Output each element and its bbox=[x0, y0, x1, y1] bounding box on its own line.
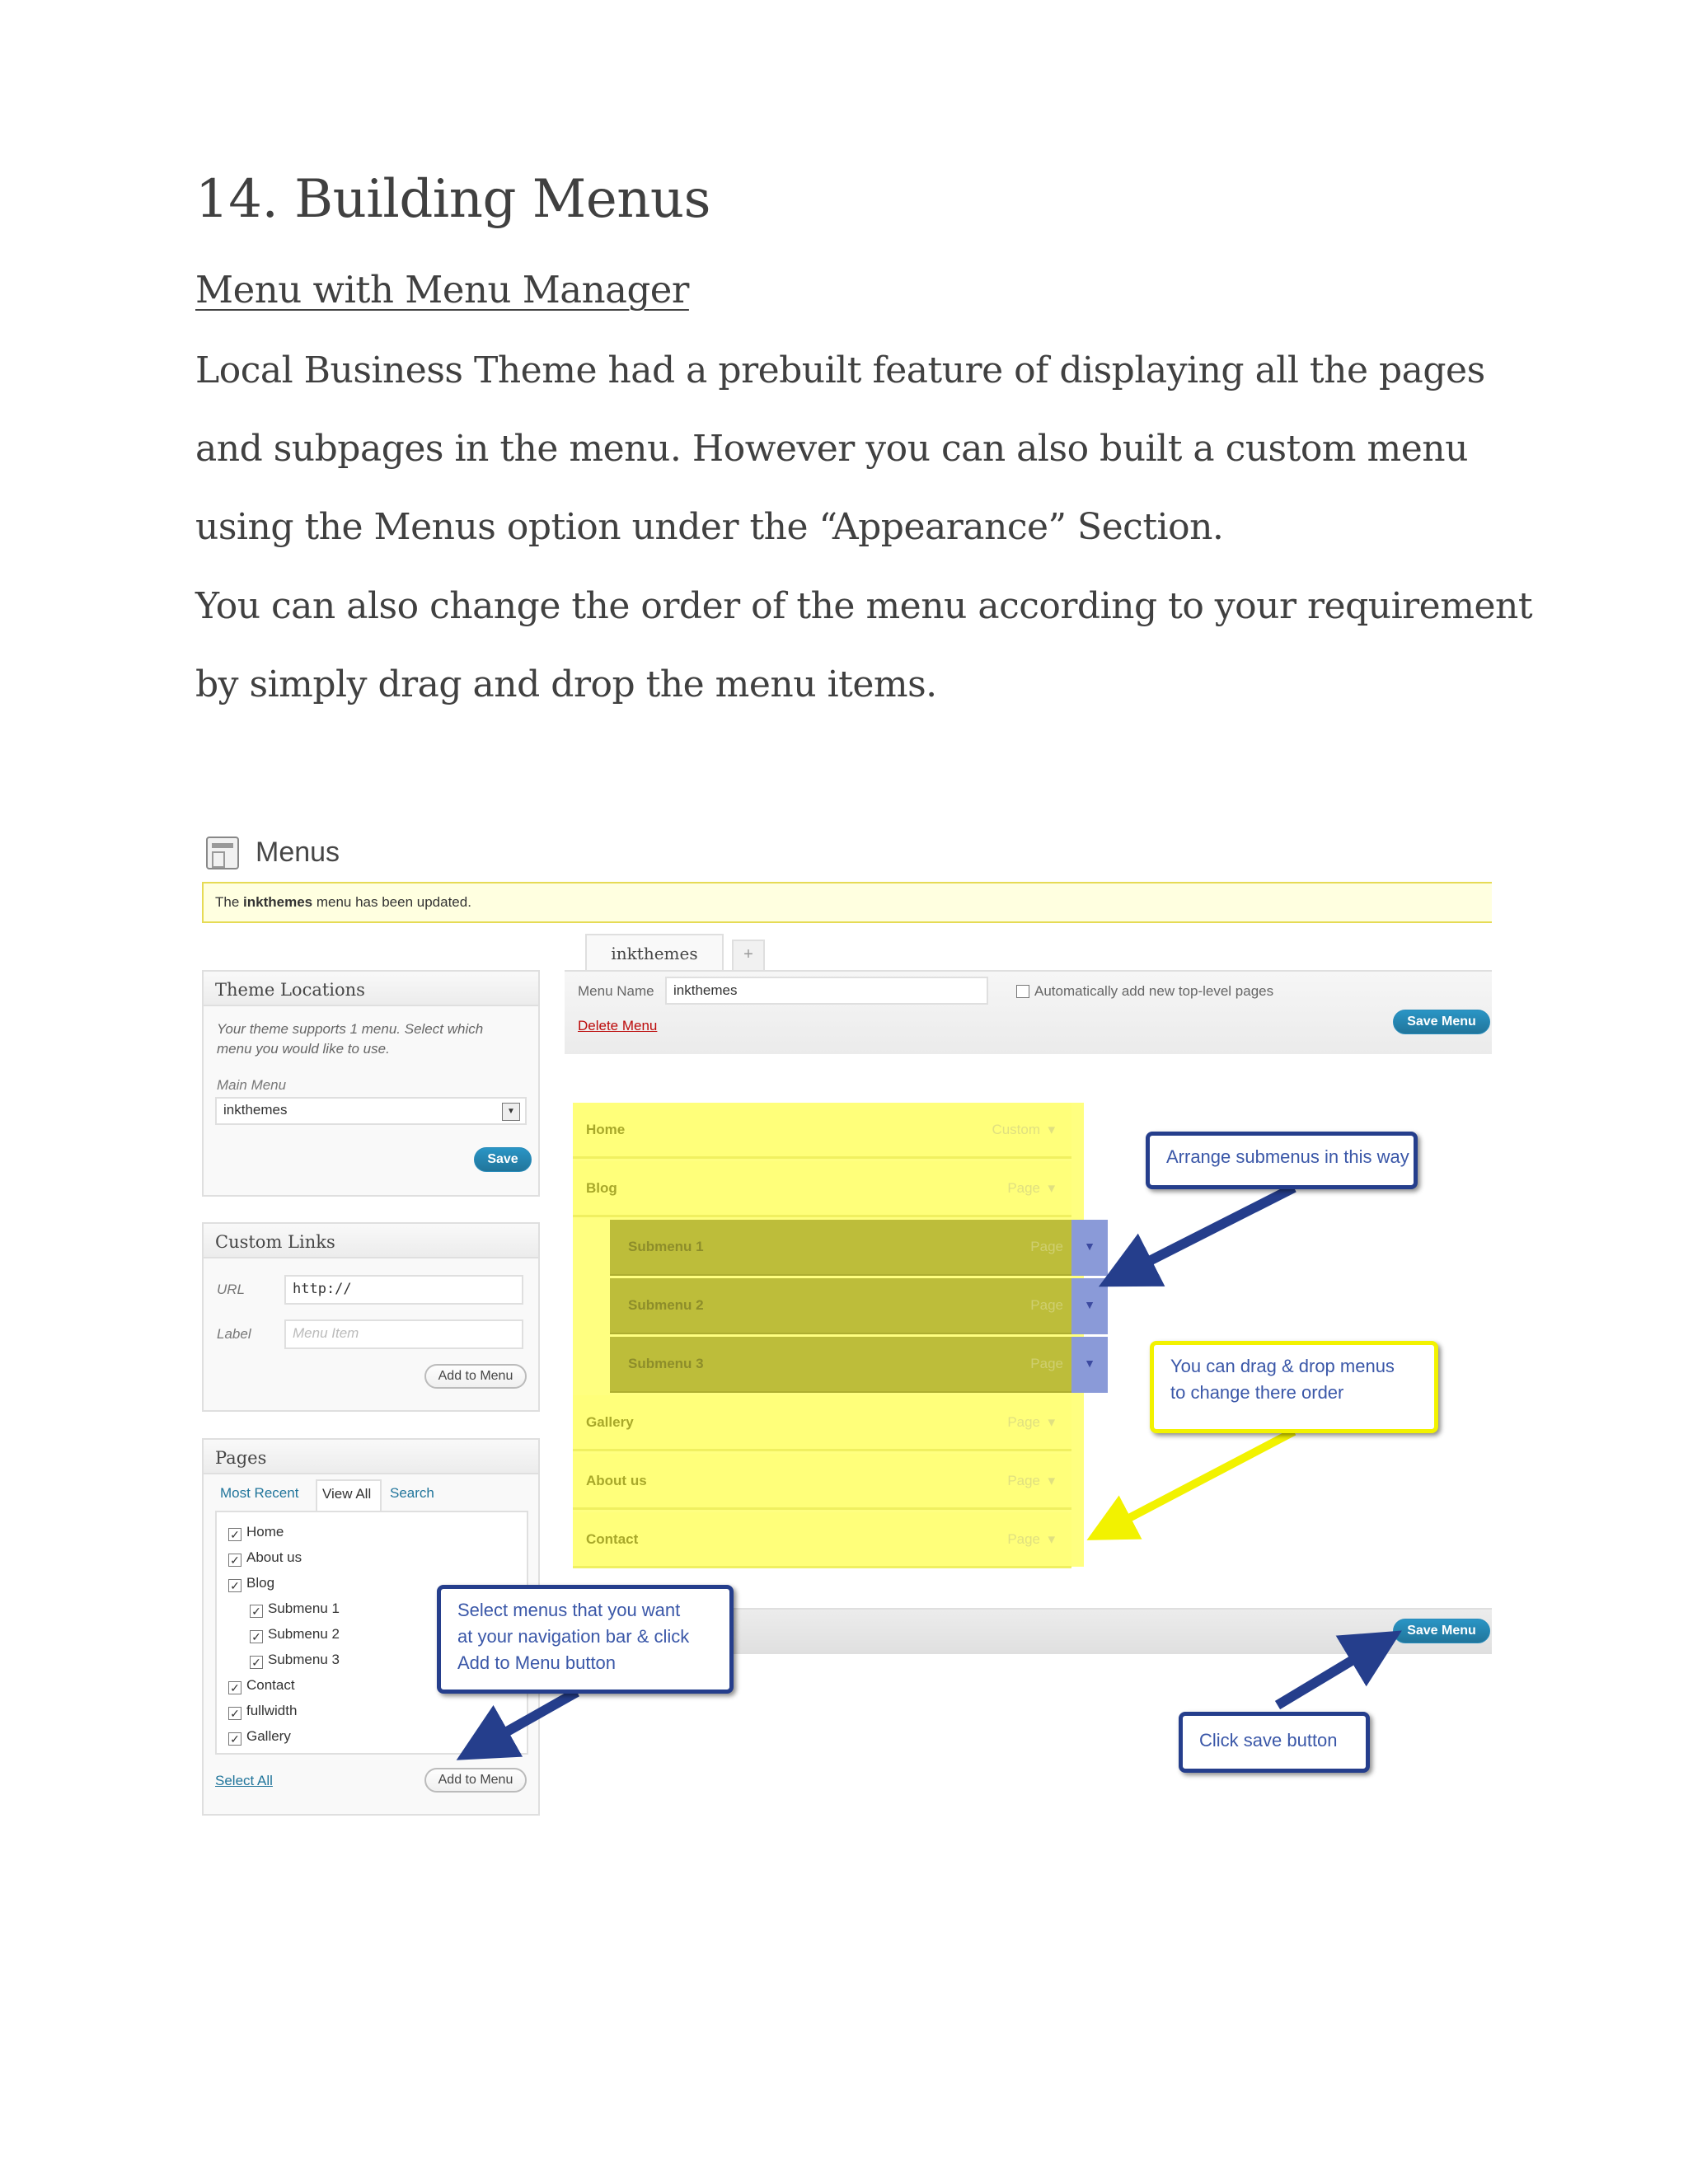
save-menu-button-top[interactable]: Save Menu bbox=[1393, 1010, 1490, 1034]
delete-menu-link[interactable]: Delete Menu bbox=[578, 1018, 658, 1033]
callout-select-line-1: Select menus that you want bbox=[457, 1600, 681, 1620]
notice-menu-name: inkthemes bbox=[243, 894, 313, 910]
url-input[interactable]: http:// bbox=[284, 1275, 523, 1305]
callout-select-line-3: Add to Menu button bbox=[457, 1652, 617, 1673]
checkbox-checked-icon[interactable]: ✓ bbox=[250, 1630, 263, 1643]
checkbox-checked-icon[interactable]: ✓ bbox=[228, 1554, 241, 1567]
add-pages-button[interactable]: Add to Menu bbox=[424, 1768, 527, 1793]
menu-item-type-text: Page bbox=[1007, 1473, 1041, 1488]
save-menu-button-bottom[interactable]: Save Menu bbox=[1393, 1619, 1490, 1643]
page-item-label: Blog bbox=[246, 1575, 275, 1591]
tab-most-recent[interactable]: Most Recent bbox=[220, 1485, 299, 1501]
menu-item-label: Submenu 2 bbox=[628, 1297, 704, 1313]
menu-item-type-text: Page bbox=[1030, 1356, 1063, 1371]
main-menu-label: Main Menu bbox=[217, 1077, 287, 1093]
notice-text-pre: The bbox=[215, 894, 244, 910]
callout-click-save: Click save button bbox=[1179, 1712, 1370, 1773]
menu-item-type-text: Page bbox=[1030, 1239, 1063, 1254]
arrow-to-add-menu bbox=[482, 1692, 577, 1746]
chevron-down-icon[interactable]: ▼ bbox=[1071, 1337, 1108, 1393]
label-label: Label bbox=[217, 1326, 251, 1342]
chevron-down-icon[interactable]: ▼ bbox=[1071, 1220, 1108, 1276]
page-item-label: Home bbox=[246, 1524, 284, 1540]
annotation-arrows bbox=[198, 820, 1492, 1825]
page-item-label: Contact bbox=[246, 1677, 295, 1693]
page-item-label: Gallery bbox=[246, 1728, 291, 1744]
chevron-down-icon[interactable]: ▼ bbox=[502, 1103, 520, 1121]
save-location-button[interactable]: Save bbox=[474, 1147, 532, 1172]
page-item-label: Submenu 2 bbox=[268, 1626, 340, 1642]
menu-item-type: Page ▾ bbox=[1007, 1180, 1055, 1196]
checkbox-checked-icon[interactable]: ✓ bbox=[250, 1656, 263, 1669]
menu-item-label: About us bbox=[586, 1473, 647, 1488]
menu-item-type-text: Page bbox=[1030, 1297, 1063, 1313]
order-paragraph: You can also change the order of the menu according to your requirement by simply drag and drop the menu items. bbox=[195, 585, 1532, 705]
arrow-to-menu-order bbox=[1109, 1432, 1294, 1529]
checkbox-checked-icon[interactable]: ✓ bbox=[250, 1605, 263, 1618]
menu-item-type: Page ▾ bbox=[1007, 1473, 1055, 1488]
auto-add-label: Automatically add new top-level pages bbox=[1034, 983, 1274, 999]
callout-select-line-2: at your navigation bar & click bbox=[457, 1626, 690, 1647]
intro-paragraph: Local Business Theme had a prebuilt feature of displaying all the pages and subpages in the menu. However you can also built a custom menu using the Menus option under the “Appearance” Section. bbox=[195, 349, 1485, 548]
theme-support-note: Your theme supports 1 menu. Select which menu you would like to use. bbox=[217, 1021, 484, 1057]
menu-item-type-text: Page bbox=[1007, 1531, 1041, 1547]
checkbox-checked-icon[interactable]: ✓ bbox=[228, 1707, 241, 1720]
tab-view-all[interactable]: View All bbox=[316, 1479, 382, 1512]
arrow-to-save-menu bbox=[1278, 1646, 1376, 1705]
page-title: 14. Building Menus bbox=[195, 169, 710, 230]
checkbox-checked-icon[interactable]: ✓ bbox=[228, 1579, 241, 1592]
menu-item-type-text: Page bbox=[1007, 1180, 1041, 1196]
menu-item-label-input[interactable]: Menu Item bbox=[284, 1319, 523, 1349]
callout-drag-line-2: to change there order bbox=[1170, 1382, 1344, 1403]
checkbox-checked-icon[interactable]: ✓ bbox=[228, 1528, 241, 1541]
callout-drag-drop bbox=[1150, 1341, 1438, 1433]
callout-drag-line-1: You can drag & drop menus bbox=[1170, 1356, 1395, 1376]
menu-item-type: Custom ▾ bbox=[992, 1122, 1055, 1137]
add-custom-link-button[interactable]: Add to Menu bbox=[424, 1364, 527, 1389]
menus-screenshot bbox=[198, 820, 1492, 1825]
callout-arrange-submenus: Arrange submenus in this way bbox=[1146, 1132, 1418, 1189]
menu-name-label: Menu Name bbox=[578, 983, 654, 999]
select-all-link[interactable]: Select All bbox=[215, 1773, 273, 1788]
menu-item-type: Page ▾ bbox=[1007, 1531, 1055, 1547]
menu-name-input[interactable]: inkthemes bbox=[665, 977, 988, 1005]
pages-title: Pages bbox=[215, 1448, 267, 1468]
menu-item-type-text: Page bbox=[1007, 1414, 1041, 1430]
page-item-label: fullwidth bbox=[246, 1703, 298, 1718]
menu-item-label: Home bbox=[586, 1122, 626, 1137]
page-item-label: About us bbox=[246, 1549, 302, 1565]
arrow-to-submenus bbox=[1125, 1188, 1294, 1273]
tab-add-menu[interactable]: + bbox=[732, 940, 765, 970]
section-subtitle: Menu with Menu Manager bbox=[195, 268, 689, 312]
url-label: URL bbox=[217, 1282, 246, 1297]
menu-item-label: Submenu 1 bbox=[628, 1239, 704, 1254]
menu-item-label: Blog bbox=[586, 1180, 617, 1196]
menu-item-label: Submenu 3 bbox=[628, 1356, 704, 1371]
chevron-down-icon[interactable]: ▼ bbox=[1071, 1278, 1108, 1334]
callout-select-menus bbox=[437, 1585, 734, 1694]
main-menu-selected-value: inkthemes bbox=[223, 1102, 288, 1118]
checkbox-checked-icon[interactable]: ✓ bbox=[228, 1732, 241, 1746]
menu-item-label: Contact bbox=[586, 1531, 639, 1547]
theme-locations-title: Theme Locations bbox=[215, 980, 365, 1000]
page-item-label: Submenu 3 bbox=[268, 1652, 340, 1667]
checkbox-checked-icon[interactable]: ✓ bbox=[228, 1681, 241, 1694]
notice-text-post: menu has been updated. bbox=[312, 894, 471, 910]
tab-menu-inkthemes[interactable]: inkthemes bbox=[585, 934, 724, 970]
tab-search[interactable]: Search bbox=[390, 1485, 434, 1501]
page-item-label: Submenu 1 bbox=[268, 1601, 340, 1616]
menu-item-type-text: Custom bbox=[992, 1122, 1041, 1137]
menu-item-type: Page ▾ bbox=[1007, 1414, 1055, 1430]
menu-item-label: Gallery bbox=[586, 1414, 634, 1430]
menus-heading: Menus bbox=[256, 837, 340, 868]
custom-links-title: Custom Links bbox=[215, 1232, 335, 1252]
